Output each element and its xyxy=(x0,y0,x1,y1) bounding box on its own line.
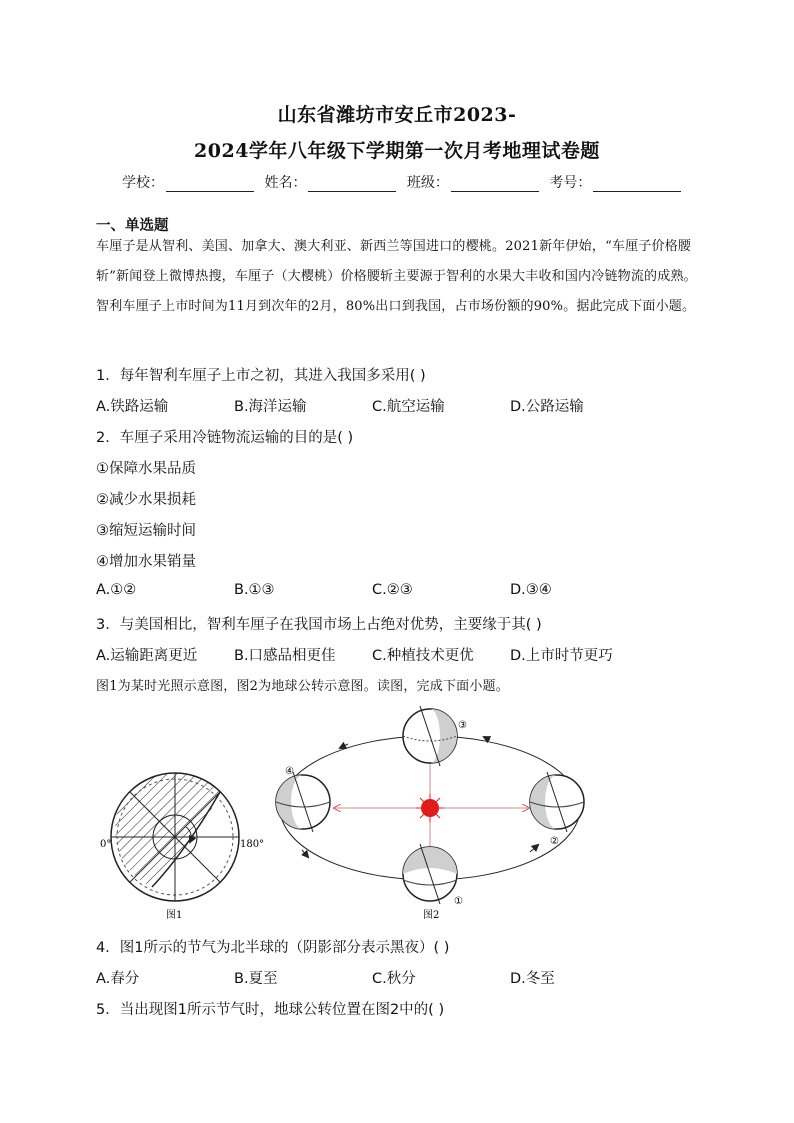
exam-title-line1: 山东省潍坊市安丘市2023- xyxy=(277,104,517,126)
earth-position-3 xyxy=(403,706,457,766)
q1-option-b[interactable]: B.海洋运输 xyxy=(234,399,307,415)
q3-option-d[interactable]: D.上市时节更巧 xyxy=(510,648,613,664)
q2-item-3: ③缩短运输时间 xyxy=(96,523,196,539)
figure2-caption: 图2 xyxy=(423,910,440,921)
q4-option-c[interactable]: C.秋分 xyxy=(372,971,416,987)
section-title: 一、单选题 xyxy=(96,218,169,234)
student-info-row xyxy=(122,172,687,192)
q2-option-d[interactable]: D.③④ xyxy=(510,582,552,598)
earth-position-4 xyxy=(276,772,330,832)
question-1-stem: 1．每年智利车厘子上市之初，其进入我国多采用( ) xyxy=(96,368,426,384)
question-3-stem: 3．与美国相比，智利车厘子在我国市场上占绝对优势，主要缘于其( ) xyxy=(96,617,542,633)
q2-item-2: ②减少水果损耗 xyxy=(96,492,196,508)
q2-item-4: ④增加水果销量 xyxy=(96,554,196,570)
class-label: 班级： xyxy=(406,175,449,191)
q2-option-b[interactable]: B.①③ xyxy=(234,582,275,598)
label-0-degree: 0° xyxy=(100,839,112,850)
question-4-stem: 4．图1所示的节气为北半球的（阴影部分表示黑夜）( ) xyxy=(96,940,450,956)
label-180-degree: 180° xyxy=(240,839,265,850)
school-label: 学校： xyxy=(122,175,164,191)
q4-option-d[interactable]: D.冬至 xyxy=(510,971,555,987)
position-4-label: ④ xyxy=(285,766,294,777)
position-3-label: ③ xyxy=(458,720,467,731)
earth-position-1 xyxy=(403,844,457,904)
q3-option-c[interactable]: C.种植技术更优 xyxy=(372,648,474,664)
sun-icon xyxy=(416,794,444,822)
exam-title-line2: 2024学年八年级下学期第一次月考地理试卷题 xyxy=(194,140,600,162)
q2-option-a[interactable]: A.①② xyxy=(96,582,137,598)
q4-option-b[interactable]: B.夏至 xyxy=(234,971,278,987)
exam-no-field[interactable] xyxy=(593,177,681,192)
school-field[interactable] xyxy=(166,177,254,192)
question-2-stem: 2．车厘子采用冷链物流运输的目的是( ) xyxy=(96,430,354,446)
q4-option-a[interactable]: A.春分 xyxy=(96,971,140,987)
name-label: 姓名： xyxy=(264,175,307,191)
q2-option-c[interactable]: C.②③ xyxy=(372,582,413,598)
q3-option-b[interactable]: B.口感品相更佳 xyxy=(234,648,336,664)
class-field[interactable] xyxy=(451,177,539,192)
earth-position-2 xyxy=(530,772,584,832)
name-field[interactable] xyxy=(308,177,396,192)
position-1-label: ① xyxy=(454,896,463,907)
reading-passage-2: 图1为某时光照示意图，图2为地球公转示意图。读图，完成下面小题。 xyxy=(96,679,509,694)
exam-no-label: 考号： xyxy=(549,175,592,191)
q1-option-c[interactable]: C.航空运输 xyxy=(372,399,445,415)
figure1-caption: 图1 xyxy=(166,910,183,921)
q1-option-d[interactable]: D.公路运输 xyxy=(510,399,584,415)
illustration-figure xyxy=(90,702,610,930)
q1-option-a[interactable]: A.铁路运输 xyxy=(96,399,169,415)
reading-passage-1: 车厘子是从智利、美国、加拿大、澳大利亚、新西兰等国进口的樱桃。2021新年伊始，“车厘子价格腰斩”新闻登上微博热搜，车厘子（大樱桃）价格腰斩主要源于智利的水果大丰收和国内冷链物流的成熟。智利车厘子上市时间为11月到次年的2月，80%出口到我国，占市场份额的90%。据此完成下面小题。 xyxy=(96,239,697,314)
position-2-label: ② xyxy=(550,836,559,847)
question-5-stem: 5．当出现图1所示节气时，地球公转位置在图2中的( ) xyxy=(96,1002,445,1018)
q2-item-1: ①保障水果品质 xyxy=(96,461,196,477)
figure1-polar-diagram xyxy=(111,773,239,901)
q3-option-a[interactable]: A.运输距离更近 xyxy=(96,648,198,664)
